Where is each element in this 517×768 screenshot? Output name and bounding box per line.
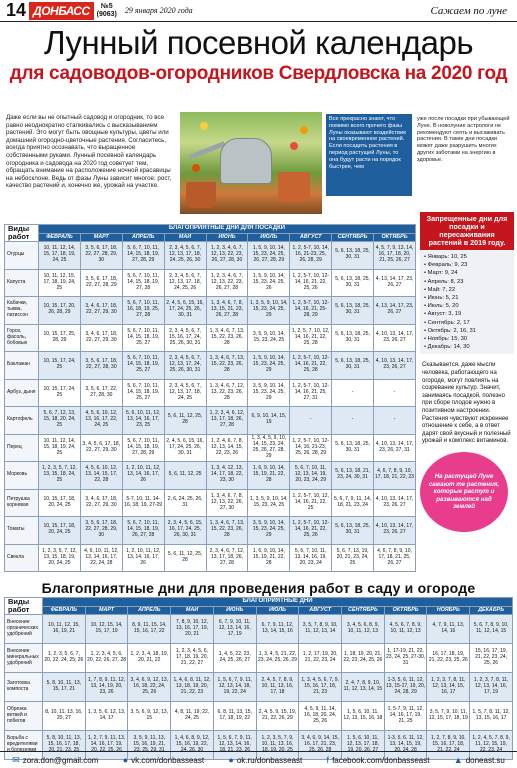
table-row bbox=[5, 352, 416, 380]
footer-email[interactable] bbox=[12, 755, 98, 766]
table-cell: 16, 17, 18, 19, 21, 22, 23, 25, 26 bbox=[427, 644, 470, 673]
table-cell: 1, 2, 4, 6, 7, 8, 12, 13, 14, 15, 22, 23, 26 bbox=[206, 434, 248, 462]
table-cell: 2, 3, 4, 5, 6, 7, 12, 13, 17, 18, 24, 25 bbox=[164, 379, 206, 407]
table-cell: 1, 3, 4, 5, 6, 7, 9, 15, 16, 17, 18, 21, 23 bbox=[299, 673, 342, 702]
garden-works-table bbox=[4, 597, 513, 760]
issue-date: 29 января 2020 года bbox=[124, 6, 193, 15]
table-cell: 1, 2, 5-7, 10, 12-14, 16, 21, 25, 27, 31 bbox=[290, 379, 332, 407]
table-cell: 5, 6, 7, 10, 11, 14, 15, 18, 19, 27, 28, 29 bbox=[122, 434, 164, 462]
table-cell: 1, 2, 3, 5, 7, 12, 13, 15, 18, 24, 25 bbox=[39, 462, 81, 490]
row-label: Горох, фасоль, бобовые bbox=[5, 324, 39, 352]
table-cell: 1, 2, 17, 19, 20, 21, 22, 23, 24 bbox=[299, 644, 342, 673]
forbidden-days-item: • Сентябрь: 2, 17 bbox=[424, 319, 470, 326]
forbidden-days-item: • Август: 3, 19 bbox=[424, 311, 462, 318]
month-header: АПРЕЛЬ bbox=[128, 607, 171, 615]
table-cell: 10, 15, 17, 18, 20, 24, 25 bbox=[39, 489, 81, 517]
row-label: Огурцы bbox=[5, 242, 39, 270]
table-cell: 1, 5, 6, 7, 9, 11, 12, 13, 14, 18, 19, 22, 24 bbox=[213, 673, 256, 702]
row-label: Обрезка ветвей и побегов bbox=[5, 702, 43, 731]
garden-photo bbox=[180, 112, 322, 214]
row-label: Заготовка компоста bbox=[5, 673, 43, 702]
table-cell: 2, 3, 4, 5, 6, 15, 16, 17, 24, 25, 26, 30, 31 bbox=[164, 517, 206, 545]
table-cell: 10, 11, 12, 14, 15, 17, 18, 19, 24, 25 bbox=[39, 242, 81, 270]
table-cell: 1, 2, 3, 4, 5, 6, 20, 22, 26, 27, 28 bbox=[85, 644, 128, 673]
table-banner: БЛАГОПРИЯТНЫЕ ДНИ ДЛЯ ПОСАДКИ bbox=[39, 225, 416, 234]
table-cell: 4, 10, 13, 14, 17, 23, 26, 27 bbox=[374, 517, 416, 545]
table-cell: 5, 6, 7, 8, 9, 10, 11, 12, 14, 15 bbox=[470, 615, 513, 644]
row-label: Арбуз, дыня bbox=[5, 379, 39, 407]
table-cell: 2, 3, 4, 5, 6, 7, 15, 16, 17, 24, 25, 26, 30, 31 bbox=[164, 324, 206, 352]
table-cell: 5, 6, 13, 18, 21, 23, 24, 30, 31 bbox=[332, 462, 374, 490]
table-cell: 5, 6, 13, 18, 25, 30, 31 bbox=[332, 269, 374, 297]
table-cell: 3, 4, 5, 6, 17, 18, 22, 27, 29, 30 bbox=[80, 434, 122, 462]
table-cell: 1, 2, 3, 5, 7, 12, 13, 15, 18, 19, 20, 24, 25 bbox=[39, 544, 81, 572]
table-row bbox=[5, 615, 513, 644]
table-cell: 2, 4, 5, 9, 15, 19, 21, 22, 26, 29 bbox=[256, 702, 299, 731]
flower-image bbox=[290, 142, 298, 150]
table-cell: 1, 2, 3, 4, 5, 6, 17, 18, 19, 20, 21, 22, 27 bbox=[171, 644, 214, 673]
page-footer bbox=[0, 751, 517, 768]
table-cell: 5, 6, 7, 10, 11, 14, 15, 18, 19, 27, 28, 29 bbox=[122, 242, 164, 270]
table-cell: 8, 10, 11, 13, 16, 20, 27 bbox=[43, 702, 86, 731]
table-cell: 10, 15, 17, 20, 26, 28, 29 bbox=[39, 297, 81, 325]
watering-can-image bbox=[220, 138, 272, 184]
table-cell: 1, 2, 10, 11, 12, 13, 14, 16, 17, 26 bbox=[122, 544, 164, 572]
table-cell: 5, 6, 13, 18, 25, 30, 31 bbox=[332, 352, 374, 380]
table-cell: 1, 4, 5, 22, 23, 24, 25, 26, 27 bbox=[213, 644, 256, 673]
forbidden-days-item: • Май: 7, 22 bbox=[424, 286, 456, 293]
table-cell: 1, 3, 5, 9, 10, 14, 15, 23, 24, 25, 29 bbox=[248, 297, 290, 325]
table-cell: 10, 11, 12, 15, 17, 18, 19, 24, 25 bbox=[39, 269, 81, 297]
table-cell: 5, 6, 11, 12, 25 bbox=[164, 462, 206, 490]
table-cell: 1, 2, 3, 7, 8, 11, 12, 13, 14, 15, 16, 17 bbox=[427, 673, 470, 702]
table-cell: 2, 3, 4, 5, 6, 7, 12, 13, 17, 24, 25, 26, 30, 31 bbox=[164, 352, 206, 380]
table-cell: 1, 2, 3, 7, 8, 11, 12, 13, 14, 16, 17, 19 bbox=[470, 673, 513, 702]
table-row bbox=[5, 702, 513, 731]
table-cell: 5, 6, 7, 10, 11, 14, 15, 18, 19, 25, 27 bbox=[122, 352, 164, 380]
flower-image bbox=[200, 122, 208, 130]
table-cell: 1, 2, 3, 4, 6, 12, 13, 17, 18, 26, 27, 28 bbox=[206, 407, 248, 435]
table-row bbox=[5, 297, 416, 325]
table-cell: 1, 2, 7, 9, 11, 13, 14, 16, 17, 19, 20, 22, 25, 26 bbox=[85, 731, 128, 760]
table-cell: 5, 6, 11, 12, 25, 28 bbox=[164, 407, 206, 435]
table-cell: 1, 3, 4, 6, 7, 8, 12, 13, 22, 26, 27, 30 bbox=[206, 489, 248, 517]
table-cell: 1, 2, 5-7, 10, 12-14, 16, 21, 22, 25, 28 bbox=[290, 352, 332, 380]
table-cell: 5, 6, 7, 12, 13, 15, 18, 20, 24, 25 bbox=[39, 407, 81, 435]
table-cell: 3, 4, 6, 17, 18, 22, 27, 29, 30 bbox=[80, 489, 122, 517]
footer-facebook[interactable] bbox=[327, 755, 430, 765]
month-header: ДЕКАБРЬ bbox=[470, 607, 513, 615]
table-row bbox=[5, 242, 416, 270]
sidebar bbox=[420, 212, 514, 532]
table-cell: 1, 5, 7, 8, 11, 12, 13, 15, 16, 17 bbox=[470, 702, 513, 731]
planting-days-table bbox=[4, 224, 416, 572]
table-cell: 5, 6, 7, 10, 11, 14, 15, 18, 19, 26, 27, 28 bbox=[122, 517, 164, 545]
table-cell: 3, 5, 6, 17, 18, 22, 27, 28, 29, 30 bbox=[80, 517, 122, 545]
table-cell: 3, 5, 7, 9, 10, 11, 12, 15, 17, 18, 19 bbox=[427, 702, 470, 731]
table-cell: 5, 6, 11, 12, 25, 28 bbox=[164, 544, 206, 572]
table-cell: 1, 2, 4, 5, 7, 8, 9, 11, 12, 15, 19, 22, 23, 24 bbox=[470, 731, 513, 760]
page-subtitle: для садоводов-огородников Свердловска на 2020 год bbox=[9, 63, 508, 84]
table-cell: 1, 3, 4, 6, 7, 8, 13, 15, 21, 23, 26, 27, 28 bbox=[206, 297, 248, 325]
table-cell: 4, 10, 13, 14, 17, 23, 26, 27 bbox=[374, 489, 416, 517]
table-cell: 6, 9, 10, 14, 15, 19 bbox=[248, 407, 290, 435]
newspaper-logo: ДОНБАСС bbox=[29, 2, 94, 20]
row-label: Борьба с вредителями и болезнями bbox=[5, 731, 43, 760]
table-cell: 5, 6, 7, 13, 19, 20, 21, 23, 24, 25 bbox=[332, 544, 374, 572]
table-cell: 1, 2, 5-7, 10, 12-14, 16, 21, 22, 25, 26 bbox=[290, 269, 332, 297]
forbidden-days-item: • Декабрь: 14, 30 bbox=[424, 344, 470, 351]
ok-text: ok.ru/donbasseast bbox=[236, 756, 303, 765]
table-cell: - bbox=[374, 379, 416, 407]
table-cell: 4, 6, 7, 8, 9, 10, 17, 18, 21, 25, 26, 27 bbox=[374, 544, 416, 572]
month-header: ИЮНЬ bbox=[206, 234, 248, 242]
table-cell: 4, 8, 11, 19, 22, 24, 25 bbox=[171, 702, 214, 731]
table-cell: - bbox=[374, 407, 416, 435]
info-box-moon-continued: уже после посадки при убывающей Луне. В новолуние астрологи не рекомендуют сеять и высаживать растения. В такие дни посадки может даже разрушить многих других заботами на энергию в здоровье. bbox=[417, 116, 510, 163]
table-cell: 1, 2, 3, 4, 18, 19, 20, 21, 22 bbox=[128, 644, 171, 673]
email-icon: ✉ bbox=[12, 754, 20, 765]
table-cell: 7, 8, 9, 10, 12, 13, 16, 17, 19, 20, 21 bbox=[171, 615, 214, 644]
table-cell: 3, 5, 7, 8, 9, 10, 11, 12, 13, 14 bbox=[299, 615, 342, 644]
table-cell: 1, 2, 5-7, 10, 14, 16, 21-23, 25, 26, 28, 29 bbox=[290, 242, 332, 270]
table-cell: 1, 4, 6, 8, 9, 12, 15, 16, 19, 22, 24, 26, 30 bbox=[171, 731, 214, 760]
intro-text: Даже если вы не опытный садовод и огородник, то все равно неоднократно сталкивались с высказыванием растений. Это могут быть овощные культуры, цветы или домашний огородно-цветочные растения. Согласитесь, всегда приятно осознавать, что выращенное собственными руками. Лунный посевной календарь огородника и садовода на 2020 год советует тем, обращать внимание на расположение ночной красавицы на небосклоне. Ведь от фазы Луны зависит многое: рост, качество растений и, конечно же, урожай на участке. bbox=[6, 114, 172, 190]
month-header: ИЮЛЬ bbox=[256, 607, 299, 615]
table-cell: 4, 10, 13, 14, 17, 23, 26, 27, 31 bbox=[374, 434, 416, 462]
table-cell: 1, 2, 3, 5, 6, 7, 20, 22, 24, 25, 26 bbox=[43, 644, 86, 673]
table-cell: 2, 4, 7, 8, 9, 10, 11, 12, 13, 14, 15 bbox=[342, 673, 385, 702]
table-cell: 1-3, 5, 6, 11, 12, 13, 15-17, 19, 20, 24, 28, 29 bbox=[384, 673, 427, 702]
row-label: Кабачки, тыква, патиссон bbox=[5, 297, 39, 325]
forbidden-days-item: • Июнь: 5, 21 bbox=[424, 295, 459, 302]
page-number: 14 bbox=[6, 0, 27, 20]
table-cell: - bbox=[332, 407, 374, 435]
table-cell: 2, 4, 5, 7, 8, 9, 10, 11, 13, 16, 17, 18 bbox=[256, 673, 299, 702]
table-corner: Виды работ bbox=[5, 598, 43, 615]
month-header: НОЯБРЬ bbox=[427, 607, 470, 615]
flower-pot-image bbox=[186, 182, 216, 208]
table-cell: 2, 3, 4, 6, 7, 12, 13, 17, 18, 26, 27, 28 bbox=[206, 544, 248, 572]
table-cell: 2, 6, 24, 25, 26, 31 bbox=[164, 489, 206, 517]
month-header: АВГУСТ bbox=[299, 607, 342, 615]
table-cell: 1, 2, 3, 5, 7, 9, 10, 11, 13, 16, 18, 19, 20, 25 bbox=[256, 731, 299, 760]
table-cell: 2, 4, 5, 6, 15, 16, 17, 24, 25, 26, 30, 31 bbox=[164, 434, 206, 462]
row-label: Внесение органических удобрений bbox=[5, 615, 43, 644]
row-label: Морковь bbox=[5, 462, 39, 490]
table-cell: - bbox=[290, 407, 332, 435]
table-cell: 3, 4, 5, 6, 8, 9, 10, 11, 12, 13 bbox=[342, 615, 385, 644]
table-cell: 1, 5, 6, 7, 9, 11, 12, 13, 14, 16, 18, 21, 23, 26 bbox=[213, 731, 256, 760]
table-cell: 5, 6, 7, 10, 11, 16, 18, 19, 25, 27, 28 bbox=[122, 297, 164, 325]
table-cell: 3, 5, 9, 10, 14, 15, 23, 24, 25, 29 bbox=[248, 379, 290, 407]
table-cell: 5, 6, 13, 18, 25, 30, 31 bbox=[332, 242, 374, 270]
forbidden-days-list bbox=[420, 250, 514, 354]
table-cell: 2, 3, 4, 5, 6, 7, 12, 13, 17, 18, 24, 25, 26 bbox=[164, 269, 206, 297]
table-cell: 5, 8, 10, 11, 13, 15, 17, 21 bbox=[43, 673, 86, 702]
forbidden-days-item: • Октябрь: 2, 16, 31 bbox=[424, 327, 476, 334]
table-cell: 8, 9, 11, 15, 14, 15, 16, 17, 22 bbox=[128, 615, 171, 644]
forbidden-days-item: • Ноябрь: 15, 30 bbox=[424, 336, 468, 343]
table-cell: 1, 2, 5, 7, 10, 12, 14, 16, 21, 22, 25, 28 bbox=[290, 324, 332, 352]
table-row bbox=[5, 489, 416, 517]
table-cell: 1, 5, 6, 10, 11, 12, 13, 15, 16, 18 bbox=[342, 702, 385, 731]
table-cell: 4, 5, 6, 10, 12, 13, 14, 15, 17, 22, 28 bbox=[80, 462, 122, 490]
month-header: МАЙ bbox=[164, 234, 206, 242]
table-cell: 4, 5, 7, 9, 13, 14, 16, 17, 18, 20, 21, 25, 26, 27 bbox=[374, 242, 416, 270]
table-cell: 1, 3, 4, 5, 9, 10, 14, 15, 23, 24, 25, 26, 27, 28, 29 bbox=[248, 434, 290, 462]
table-cell: 1, 2, 5-7, 10, 12-14, 16, 21, 25-28, 29 bbox=[290, 297, 332, 325]
table-cell: 3, 4, 6, 9, 14, 15, 16, 17, 21, 23, 25, 26, 28 bbox=[299, 731, 342, 760]
table-cell: 3, 5, 6, 9, 12, 13, 15 bbox=[128, 702, 171, 731]
table-cell: 1, 2, 3, 4, 6, 7, 12, 13, 22, 23, 26, 27, 28 bbox=[206, 269, 248, 297]
table-cell: 5, 6, 13, 18, 25, 30, 31 bbox=[332, 297, 374, 325]
row-label: Капуста bbox=[5, 269, 39, 297]
table-cell: 5-7, 10, 11, 14-16, 18, 19, 27-29 bbox=[122, 489, 164, 517]
forbidden-days-item: • Июль: 5, 20 bbox=[424, 303, 459, 310]
table-cell: 10, 15, 17, 25, 28, 29 bbox=[39, 324, 81, 352]
garden-works-days-table bbox=[4, 597, 513, 760]
row-label: Томаты bbox=[5, 517, 39, 545]
month-header: МАЙ bbox=[171, 607, 214, 615]
table-cell: 5, 6, 13, 18, 25, 30, 31 bbox=[332, 324, 374, 352]
month-header: АПРЕЛЬ bbox=[122, 234, 164, 242]
row-label: Внесение минеральных удобрений bbox=[5, 644, 43, 673]
footer-ok[interactable] bbox=[228, 755, 302, 765]
table-cell: 3, 5, 9, 10, 14, 15, 23, 24, 25 bbox=[248, 324, 290, 352]
vk-icon: ● bbox=[122, 755, 129, 765]
table-cell: 10, 15, 17, 18, 20, 24, 25 bbox=[39, 517, 81, 545]
table-cell: 4, 10, 13, 14, 17, 23, 26, 27 bbox=[374, 324, 416, 352]
table-cell: 1, 3, 5, 6, 12, 13, 14, 17 bbox=[85, 702, 128, 731]
forbidden-days-item: • Январь: 10, 25 bbox=[424, 254, 467, 260]
moon-tip-bubble: На растущей Луне сажают те растения, которые растут и развиваются над землей bbox=[420, 452, 508, 532]
month-header: ИЮЛЬ bbox=[248, 234, 290, 242]
table-cell: 10, 15, 17, 24, 25 bbox=[39, 379, 81, 407]
table-cell: 5, 6, 7, 10, 11, 13, 14, 16, 19, 20, 23, 24 bbox=[290, 544, 332, 572]
table-row bbox=[5, 324, 416, 352]
table-cell: 4, 6, 7, 8, 9, 10, 17, 18, 21, 22, 23 bbox=[374, 462, 416, 490]
flower-pot-image bbox=[278, 172, 310, 202]
table-corner: Виды работ bbox=[5, 225, 39, 242]
table-cell: 2, 3, 4, 5, 6, 7, 12, 13, 17, 18, 24, 25, 26, 30 bbox=[164, 242, 206, 270]
month-header: ОКТЯБРЬ bbox=[384, 607, 427, 615]
table-cell: 4, 10, 13, 14, 17, 23, 26, 27 bbox=[374, 352, 416, 380]
table-cell: 10, 15, 17, 24, 25 bbox=[39, 352, 81, 380]
table-cell: - bbox=[332, 379, 374, 407]
table-cell: 10, 11, 12, 15, 16, 19, 21 bbox=[43, 615, 86, 644]
table-cell: 4, 5, 6, 7, 8, 9, 10, 11, 12, 13 bbox=[384, 615, 427, 644]
month-header: МАРТ bbox=[80, 234, 122, 242]
table-cell: 6, 7, 9, 11, 12, 13, 14, 15, 16 bbox=[256, 615, 299, 644]
table-cell: 1, 5, 9, 10, 14, 15, 23, 24, 25, 26 bbox=[248, 269, 290, 297]
table-cell: 1, 7, 8, 9, 11, 12, 13, 14, 19, 20, 23, 26 bbox=[85, 673, 128, 702]
table-cell: 1, 2, 5-7, 10, 12, 14, 16, 21, 22, 25 bbox=[290, 489, 332, 517]
table-cell: 5, 6, 10, 11, 12, 13, 14, 16, 17, 23, 25 bbox=[122, 407, 164, 435]
table-cell: 6, 7, 9, 10, 11, 12, 13, 14, 16, 17, 19 bbox=[213, 615, 256, 644]
month-header: СЕНТЯБРЬ bbox=[332, 234, 374, 242]
month-header: МАРТ bbox=[85, 607, 128, 615]
table-cell: 3, 5, 6, 17, 18, 22, 27, 28, 30 bbox=[80, 352, 122, 380]
table-cell: 5, 6, 7, 10, 11, 14, 15, 18, 19, 27, 28 bbox=[122, 269, 164, 297]
rubric: Сажаем по луне bbox=[430, 4, 507, 17]
row-label: Перец bbox=[5, 434, 39, 462]
table-cell: 3, 4, 6, 9, 12, 13, 16, 18, 22, 24, 25, 26 bbox=[128, 673, 171, 702]
table-cell: 1, 3, 5, 9, 10, 14, 15, 23, 24, 25 bbox=[248, 489, 290, 517]
row-label: Баклажан bbox=[5, 352, 39, 380]
table-cell: 1, 5, 9, 10, 14, 15, 23, 24, 25, 26, 27, 28, 29 bbox=[248, 242, 290, 270]
row-label: Картофель bbox=[5, 407, 39, 435]
table-cell: 15, 16, 17, 19, 21, 22, 23, 24, 25, 26 bbox=[470, 644, 513, 673]
table-cell: 1, 6, 9, 10, 14, 15, 19, 21, 22, 28 bbox=[248, 544, 290, 572]
table-cell: 1, 4, 6, 8, 11, 12, 13, 18, 19, 20, 21, 22, 23 bbox=[171, 673, 214, 702]
table-row bbox=[5, 462, 416, 490]
month-header: ОКТЯБРЬ bbox=[374, 234, 416, 242]
table-row bbox=[5, 673, 513, 702]
footer-site[interactable] bbox=[454, 755, 505, 765]
info-box-moon: Все прекрасно знают, что помимо всего прочего фазы Луны оказывают воздействие на своевременное растений. Если посадить растения в период растущей Луны, то она будут расти на порядок быстрее, чем bbox=[326, 114, 412, 196]
month-header: ФЕВРАЛЬ bbox=[39, 234, 81, 242]
table-cell: 3, 4, 6, 17, 18, 22, 27, 29, 30 bbox=[80, 297, 122, 325]
table-cell: 1, 3, 4, 6, 7, 13, 15, 22, 23, 26, 28 bbox=[206, 324, 248, 352]
table-cell: 1, 5, 9, 10, 14, 15, 23, 24, 25, 29 bbox=[248, 352, 290, 380]
table-cell: 4, 5, 6, 10, 12, 13, 16, 17, 22, 24, 25 bbox=[80, 407, 122, 435]
table-cell: 4, 7, 9, 11, 13, 14, 16 bbox=[427, 615, 470, 644]
forbidden-days-item: • Февраль: 9, 23 bbox=[424, 262, 468, 269]
table-cell: 4, 13, 14, 17, 23, 26, 27 bbox=[374, 297, 416, 325]
month-header: СЕНТЯБРЬ bbox=[342, 607, 385, 615]
table-cell: 1, 18, 19, 20, 21, 22, 23, 24, 25, 26 bbox=[342, 644, 385, 673]
row-label: Петрушка корневая bbox=[5, 489, 39, 517]
forbidden-days-header: Запрещенные дни для посадки и пересаживания растений в 2019 году. bbox=[420, 212, 514, 250]
table-cell: 5, 6, 7, 9, 11, 14, 18, 21, 23, 24 bbox=[332, 489, 374, 517]
table-cell: 1, 2, 5-7, 10, 12-14, 16, 21-23, 25, 26, 28, 29 bbox=[290, 434, 332, 462]
table-cell: 1, 5-7, 9, 11, 12, 14, 16, 17, 19, 21, 25 bbox=[384, 702, 427, 731]
flower-image bbox=[300, 126, 308, 134]
table-cell: 1, 3, 4, 6, 7, 12, 13, 22, 23, 26, 28 bbox=[206, 379, 248, 407]
table-cell: 3, 5, 6, 17, 18, 22, 27, 28, 29, 30 bbox=[80, 242, 122, 270]
page-header bbox=[0, 0, 517, 22]
ok-icon: ● bbox=[228, 755, 234, 765]
table-cell: 5, 6, 7, 10, 11, 14, 15, 18, 19, 25, 27 bbox=[122, 324, 164, 352]
footer-vk[interactable] bbox=[123, 755, 204, 765]
table-cell: 6, 8, 11, 13, 15, 17, 18, 19, 22 bbox=[213, 702, 256, 731]
table-cell: 1, 3, 4, 6, 7, 13, 15, 22, 23, 26, 28 bbox=[206, 517, 248, 545]
table-cell: 4, 13, 14, 17, 23, 26, 27 bbox=[374, 269, 416, 297]
month-header: ИЮНЬ bbox=[213, 607, 256, 615]
table-row bbox=[5, 544, 416, 572]
site-text: doneast.su bbox=[465, 756, 505, 765]
site-icon: ▲ bbox=[453, 755, 463, 765]
table-cell: 2, 4, 5, 6, 15, 16, 17, 24, 25, 26, 30, 31 bbox=[164, 297, 206, 325]
table-row bbox=[5, 269, 416, 297]
table-cell: 3, 5, 6, 17, 18, 22, 27, 28, 29 bbox=[80, 269, 122, 297]
table-cell: 1, 6, 9, 10, 14, 15, 19, 21, 22, 28 bbox=[248, 462, 290, 490]
table-cell: 1, 3, 4, 5, 21, 22, 23, 24, 25, 26, 29 bbox=[256, 644, 299, 673]
table-cell: 5, 8, 10, 11, 13, 15, 16, 17, 18, 20, 21, 23, 25 bbox=[43, 731, 86, 760]
row-label: Свекла bbox=[5, 544, 39, 572]
vk-text: vk.com/donbasseast bbox=[131, 756, 205, 765]
email-text: zora.don@gmail.com bbox=[22, 755, 99, 765]
table-cell: 3, 5, 9, 10, 14, 15, 23, 24, 25, 29 bbox=[248, 517, 290, 545]
table-cell: 5, 6, 13, 18, 25, 30, 31 bbox=[332, 517, 374, 545]
table-cell: 1, 2, 10, 11, 12, 13, 14, 16, 17, 26 bbox=[122, 462, 164, 490]
table-banner: БЛАГОПРИЯТНЫЕ ДНИ bbox=[43, 598, 513, 607]
table-cell: 4, 6, 10, 11, 12, 13, 14, 16, 17, 22, 24, 28 bbox=[80, 544, 122, 572]
month-header: АВГУСТ bbox=[290, 234, 332, 242]
table-row bbox=[5, 379, 416, 407]
table-cell: 1, 3, 4, 12, 13, 14, 17, 18, 22, 23, 30 bbox=[206, 462, 248, 490]
table-cell: 4, 5, 9, 11, 14, 16, 18, 20, 24, 25, 26 bbox=[299, 702, 342, 731]
page-title: Лунный посевной календарь bbox=[43, 24, 474, 61]
table-cell: 3, 5, 6, 17, 22, 27, 28, 30 bbox=[80, 379, 122, 407]
sidebar-note: Сказывается, даже мысли человека, работающего на огороде, могут повлиять на созревание культур. Значит, занимаясь посадкой, полезно при сборе плодов нужно в позитивном настроении. Растения чувствуют искреннее отношение к себе, а в ответ дарят свой вкусный и полезный урожай и комплекс витаминов. bbox=[422, 362, 511, 445]
flower-image bbox=[192, 164, 200, 172]
table-row bbox=[5, 434, 416, 462]
table-cell: 1, 2, 5-7, 10, 12-14, 16, 21, 22, 25, 26 bbox=[290, 517, 332, 545]
table-cell: 10, 11, 12, 14, 15, 18, 19, 24, 25 bbox=[39, 434, 81, 462]
section-title: Благоприятные дни для проведения работ в саду и огороде bbox=[41, 580, 476, 596]
table-row bbox=[5, 407, 416, 435]
table-row bbox=[5, 644, 513, 673]
table-cell: 1, 17-19, 21, 22, 23, 24, 25, 27-30, 31 bbox=[384, 644, 427, 673]
table-row bbox=[5, 517, 416, 545]
planting-table bbox=[4, 224, 416, 572]
table-cell: 5, 6, 7, 10, 11, 14, 15, 18, 19, 25, 27 bbox=[122, 379, 164, 407]
table-cell: 1, 2, 7, 8, 9, 10, 15, 16, 17, 18, 21, 22, 24 bbox=[427, 731, 470, 760]
table-cell: 1, 5, 6, 10, 11, 12, 13, 17, 18, 19, 20, 26, 27 bbox=[342, 731, 385, 760]
table-cell: 10, 12, 15, 14, 15, 17, 19 bbox=[85, 615, 128, 644]
month-header: ФЕВРАЛЬ bbox=[43, 607, 86, 615]
table-cell: 1, 3, 4, 6, 7, 13, 15, 22, 23, 26, 28 bbox=[206, 352, 248, 380]
facebook-text: facebook.com/donbasseast bbox=[332, 756, 430, 765]
issue-number: №5 (9063) bbox=[96, 2, 117, 18]
table-cell: 5, 6, 7, 10, 11, 12, 13, 14, 19, 20, 23, 24, 29 bbox=[290, 462, 332, 490]
forbidden-days-item: • Март: 9, 24 bbox=[424, 270, 458, 277]
forbidden-days-item: • Апрель: 8, 23 bbox=[424, 278, 464, 285]
table-cell: 3, 5, 9, 11, 13, 15, 16, 19, 21, 23, 25, 29, 31 bbox=[128, 731, 171, 760]
table-cell: 5, 6, 13, 18, 25, 30, 31 bbox=[332, 434, 374, 462]
table-cell: 1, 2, 3, 4, 6, 7, 12, 13, 22, 23, 26, 27, 28, 30 bbox=[206, 242, 248, 270]
table-cell: 1-3, 5, 6, 11, 12, 13, 14, 15, 19, 20, 24, 28 bbox=[384, 731, 427, 760]
facebook-icon: f bbox=[326, 755, 330, 765]
table-cell: 3, 4, 6, 17, 18, 22, 27, 29, 30 bbox=[80, 324, 122, 352]
